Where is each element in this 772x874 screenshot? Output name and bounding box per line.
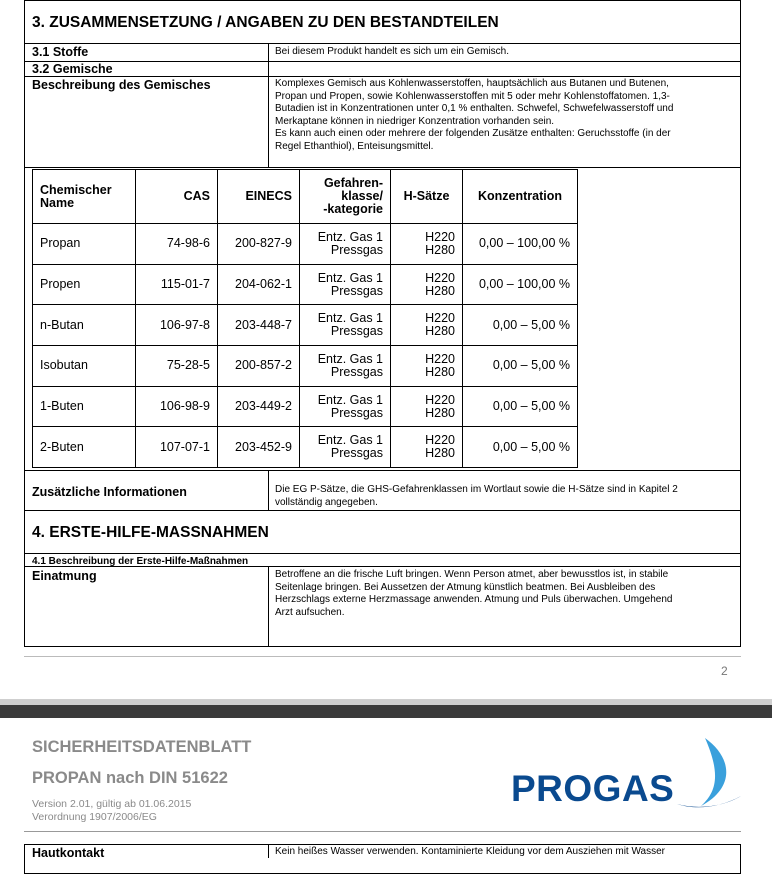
cell-konz: 0,00 – 5,00 % (463, 427, 578, 468)
text-line: Komplexes Gemisch aus Kohlenwasserstoffen, hauptsächlich aus Butanen und Butenen, (275, 78, 669, 89)
cell-text: Pressgas (330, 446, 383, 461)
cell-cas: 107-07-1 (136, 427, 218, 468)
cell-konz: 0,00 – 5,00 % (463, 386, 578, 427)
hautkontakt-label: Hautkontakt (32, 846, 105, 860)
einatmung-text (275, 569, 672, 619)
cell-gefahr (300, 264, 391, 305)
logo-text: PROGAS (511, 768, 675, 809)
cell-gefahr (300, 427, 391, 468)
text-line: Propan und Propen, sowie Kohlenwasserstoffen mit 5 oder mehr Kohlenstoffatomen. 1,3- (275, 90, 670, 102)
cell-text: H220 (425, 229, 455, 244)
divider (24, 76, 741, 77)
cell-hsaetze (391, 386, 463, 427)
zusatz-label: Zusätzliche Informationen (32, 485, 187, 499)
progas-logo (505, 736, 745, 810)
cell-text: Entz. Gas 1 (317, 433, 383, 448)
cell-einecs: 203-452-9 (218, 427, 300, 468)
divider (24, 566, 741, 567)
cell-text: Entz. Gas 1 (317, 270, 383, 285)
cell-text: Entz. Gas 1 (317, 351, 383, 366)
cell-hsaetze (391, 346, 463, 387)
cell-text: H220 (425, 351, 455, 366)
divider (268, 470, 269, 510)
cell-konz: 0,00 – 5,00 % (463, 346, 578, 387)
stoffe-label: 3.1 Stoffe (32, 45, 89, 59)
divider (24, 43, 741, 44)
cell-text: H280 (425, 324, 455, 339)
cell-hsaetze (391, 224, 463, 265)
divider (268, 43, 269, 167)
divider (24, 553, 741, 554)
doc-subtitle: PROPAN nach DIN 51622 (32, 769, 228, 787)
cell-text: H220 (425, 311, 455, 326)
col-header-einecs: EINECS (218, 170, 300, 224)
cell-text: H280 (425, 405, 455, 420)
cell-einecs: 203-448-7 (218, 305, 300, 346)
cell-text: Entz. Gas 1 (317, 229, 383, 244)
zusatz-text (275, 484, 678, 509)
header-text: Name (40, 195, 75, 210)
table-row (33, 224, 578, 265)
cell-text: H280 (425, 283, 455, 298)
cell-text: Pressgas (330, 324, 383, 339)
section3-heading: 3. ZUSAMMENSETZUNG / ANGABEN ZU DEN BESTANDTEILEN (32, 14, 499, 31)
cell-konz: 0,00 – 100,00 % (463, 264, 578, 305)
table-row (33, 305, 578, 346)
cell-gefahr (300, 346, 391, 387)
table-row (33, 427, 578, 468)
text-line: Die EG P-Sätze, die GHS-Gefahrenklassen im Wortlaut sowie die H-Sätze sind in Kapitel 2 (275, 484, 678, 495)
einatmung-label: Einatmung (32, 569, 97, 583)
footer-rule (24, 656, 741, 657)
text-line: vollständig angegeben. (275, 496, 378, 508)
col-header-cas: CAS (136, 170, 218, 224)
cell-text: H220 (425, 392, 455, 407)
col-header-hsaetze: H-Sätze (391, 170, 463, 224)
cell-hsaetze (391, 427, 463, 468)
divider (268, 566, 269, 646)
header-text: Gefahren- (323, 176, 383, 190)
cell-gefahr (300, 224, 391, 265)
divider (24, 510, 741, 511)
text-line: Arzt aufsuchen. (275, 606, 345, 618)
divider (24, 61, 741, 62)
section4-sub-label: 4.1 Beschreibung der Erste-Hilfe-Maßnahmen (32, 556, 249, 567)
table-header-row (33, 170, 578, 224)
header-text: Chemischer (40, 182, 112, 197)
col-header-name (33, 170, 136, 224)
cell-gefahr (300, 386, 391, 427)
cell-name: Isobutan (33, 346, 136, 387)
cell-einecs: 204-062-1 (218, 264, 300, 305)
hautkontakt-text: Kein heißes Wasser verwenden. Kontaminierte Kleidung vor dem Ausziehen mit Wasser (275, 846, 665, 857)
cell-text: H220 (425, 270, 455, 285)
header-text: klasse/ (341, 189, 383, 203)
cell-text: H280 (425, 364, 455, 379)
text-line: Betroffene an die frische Luft bringen. Wenn Person atmet, aber bewusstlos ist, in stabile (275, 569, 669, 580)
cell-text: Pressgas (330, 405, 383, 420)
cell-name: n-Butan (33, 305, 136, 346)
cell-hsaetze (391, 305, 463, 346)
composition-table (32, 169, 578, 468)
cell-einecs: 200-857-2 (218, 346, 300, 387)
cell-cas: 106-98-9 (136, 386, 218, 427)
cell-cas: 106-97-8 (136, 305, 218, 346)
cell-cas: 115-01-7 (136, 264, 218, 305)
cell-text: H280 (425, 446, 455, 461)
header-rule (24, 831, 741, 832)
text-line: Herzschlags externe Herzmassage anwenden. Atmung und Puls überwachen. Umgehend (275, 594, 673, 606)
section4-heading: 4. ERSTE-HILFE-MASSNAHMEN (32, 524, 269, 541)
cell-einecs: 200-827-9 (218, 224, 300, 265)
cell-einecs: 203-449-2 (218, 386, 300, 427)
cell-hsaetze (391, 264, 463, 305)
cell-text: H280 (425, 242, 455, 257)
flame-icon (675, 736, 745, 810)
beschreibung-label: Beschreibung des Gemisches (32, 78, 211, 92)
page-separator (0, 705, 772, 718)
doc-version: Version 2.01, gültig ab 01.06.2015 (32, 798, 192, 810)
divider (268, 844, 269, 858)
cell-name: 1-Buten (33, 386, 136, 427)
cell-name: Propan (33, 224, 136, 265)
table-row (33, 386, 578, 427)
cell-text: Pressgas (330, 283, 383, 298)
cell-cas: 75-28-5 (136, 346, 218, 387)
cell-cas: 74-98-6 (136, 224, 218, 265)
cell-text: H220 (425, 433, 455, 448)
col-header-konz: Konzentration (463, 170, 578, 224)
text-line: Butadien ist in Konzentrationen unter 0,1 % enthalten. Schwefel, Schwefelwasserstoff und (275, 103, 674, 115)
cell-konz: 0,00 – 5,00 % (463, 305, 578, 346)
cell-gefahr (300, 305, 391, 346)
beschreibung-text (275, 78, 673, 154)
cell-text: Pressgas (330, 364, 383, 379)
stoffe-text: Bei diesem Produkt handelt es sich um ein Gemisch. (275, 46, 509, 57)
cell-text: Pressgas (330, 242, 383, 257)
doc-verordnung: Verordnung 1907/2006/EG (32, 811, 157, 823)
text-line: Seitenlage bringen. Bei Aussetzen der Atmung künstlich beatmen. Bei Ausbleiben des (275, 581, 656, 593)
cell-name: Propen (33, 264, 136, 305)
table-row (33, 346, 578, 387)
col-header-gefahr (300, 170, 391, 224)
gemische-label: 3.2 Gemische (32, 62, 113, 76)
doc-title: SICHERHEITSDATENBLATT (32, 738, 252, 756)
cell-konz: 0,00 – 100,00 % (463, 224, 578, 265)
table-row (33, 264, 578, 305)
divider (24, 167, 741, 168)
cell-name: 2-Buten (33, 427, 136, 468)
divider (24, 470, 741, 471)
text-line: Es kann auch einen oder mehrere der folgenden Zusätze enthalten: Geruchsstoffe (in der (275, 128, 671, 140)
page-number: 2 (721, 664, 728, 678)
cell-text: Entz. Gas 1 (317, 311, 383, 326)
text-line: Regel Ethanthiol), Enteisungsmittel. (275, 140, 434, 152)
cell-text: Entz. Gas 1 (317, 392, 383, 407)
header-text: -kategorie (323, 202, 383, 216)
text-line: Merkaptane können in niedriger Konzentration vorhanden sein. (275, 115, 555, 127)
